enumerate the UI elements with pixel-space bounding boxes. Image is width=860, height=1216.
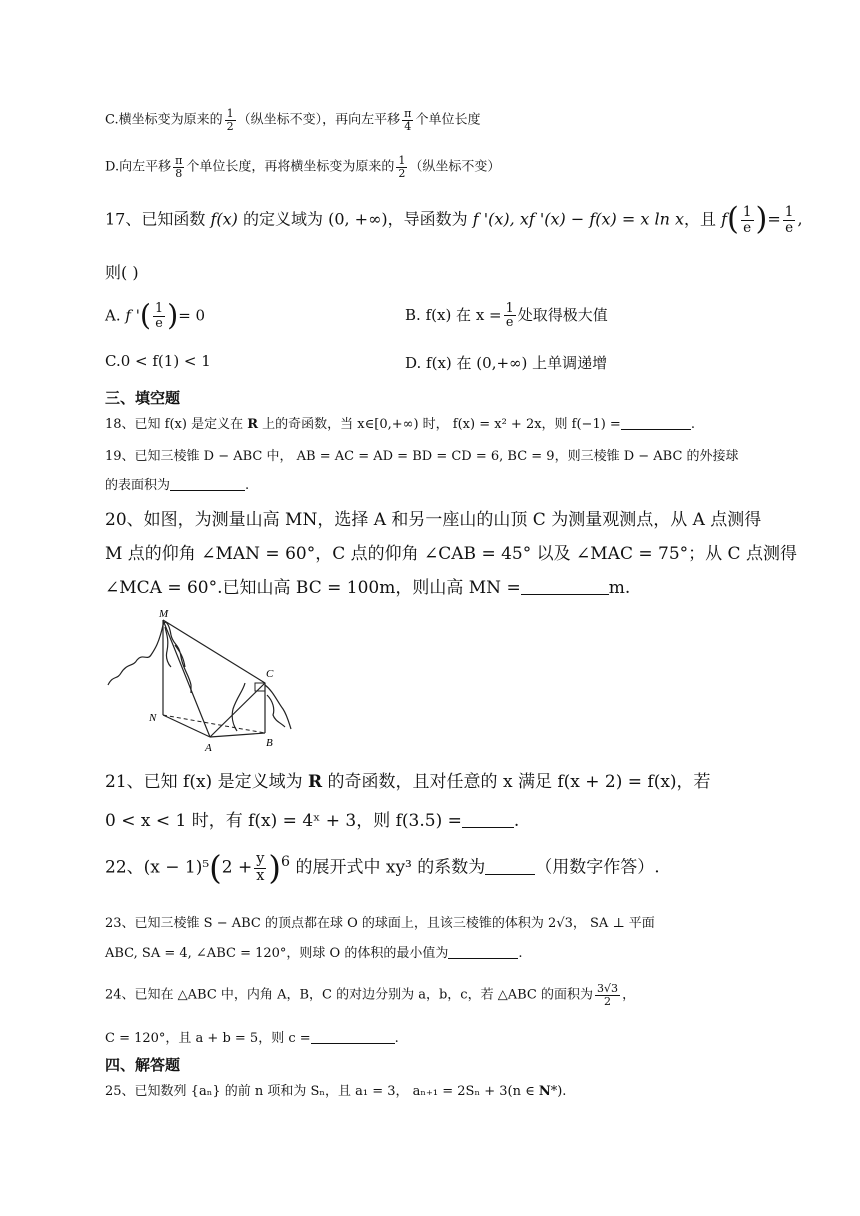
label-c: C (266, 668, 274, 680)
set-r: R (308, 772, 323, 792)
denominator: e (505, 315, 514, 331)
label-a: A (205, 742, 212, 754)
question-22: 22、(x − 1)⁵(2 + $\frac{y}{x}$ )$^6$ 的展开式中 xy³ 的系数为 （用数字作答）. (105, 849, 660, 887)
q21-text: 21、已知 f(x) 是定义域为 (105, 772, 308, 792)
q22-expr: 22、(x − 1)⁵ (105, 857, 210, 878)
question-25 (105, 1080, 566, 1099)
question-23-line2 (105, 942, 522, 961)
question-20-line2: M 点的仰角 ∠MAN = 60°，C 点的仰角 ∠CAB = 45° 以及 ∠MAC = 75°；从 C 点测得 (105, 544, 797, 564)
q22-text: （用数字作答）. (535, 857, 660, 878)
label-n: N (149, 712, 157, 724)
q17-option-c (105, 352, 211, 370)
q17-option-b (405, 302, 608, 330)
fraction (225, 108, 236, 132)
q19-text: 的表面积为 (105, 478, 171, 493)
mountain-figure (105, 605, 305, 755)
numerator: 1 (784, 204, 794, 221)
option-c-prev (105, 108, 480, 132)
equals: = (767, 209, 781, 229)
q24-end: . (394, 1031, 399, 1046)
option-text: 个单位长度 (415, 112, 481, 128)
answer-blank[interactable] (170, 489, 245, 491)
fraction (254, 852, 266, 883)
q24-text: C = 120°，且 a + b = 5，则 c = (105, 1031, 311, 1046)
q25-text: *). (550, 1084, 567, 1099)
option-text: 个单位长度，再将横坐标变为原来的 (186, 159, 395, 175)
q23-text: ABC, SA = 4, ∠ABC = 120°，则球 O 的体积的最小值为 (105, 946, 449, 961)
fraction (396, 155, 407, 179)
option-text: （纵坐标不变），再向左平移 (237, 112, 401, 128)
denominator: e (743, 219, 752, 236)
question-23-line1: 23、已知三棱锥 S − ABC 的顶点都在球 O 的球面上，且该三棱锥的体积为 2√3， SA ⊥ 平面 (105, 916, 655, 931)
section-heading-fill-in: 三、填空题 (105, 389, 181, 407)
q17-then: 则( ) (105, 263, 139, 282)
question-24-line2 (105, 1027, 399, 1046)
q17-text: 的定义域为 (237, 209, 329, 229)
denominator: 4 (404, 119, 412, 133)
section-heading-solve: 四、解答题 (105, 1056, 181, 1074)
q18-end: . (690, 417, 695, 432)
q17-text: ，导函数为 (387, 209, 473, 229)
option-d-prev (105, 155, 500, 179)
option-expr: 0 < f(1) < 1 (120, 352, 211, 370)
option-label: D. (405, 354, 422, 372)
question-24-line1 (105, 983, 635, 1007)
denominator: 2 (398, 166, 406, 180)
option-text: （纵坐标不变） (409, 159, 501, 175)
question-20-line3 (105, 573, 630, 598)
numerator: 1 (154, 301, 164, 317)
answer-blank[interactable] (462, 826, 514, 828)
q17-text: ，且 (684, 209, 722, 229)
q20-text: ∠MCA = 60°.已知山高 BC = 100m，则山高 MN = (105, 578, 521, 598)
q21-end: . (513, 811, 520, 831)
answer-blank[interactable] (485, 873, 535, 875)
q21-text: 0 < x < 1 时，有 f(x) = 4ˣ + 3，则 f(3.5) = (105, 811, 462, 831)
denominator: e (785, 219, 794, 236)
question-21-line2 (105, 806, 519, 831)
q22-expr: 2 + (221, 857, 253, 878)
q17-text: 17、已知函数 (105, 209, 211, 229)
q22-text: 的展开式中 xy³ 的系数为 (290, 857, 486, 878)
answer-blank[interactable] (621, 428, 691, 430)
label-b: B (266, 737, 273, 749)
q17-option-d (405, 352, 607, 373)
option-label: A. (105, 306, 121, 325)
answer-blank[interactable] (448, 957, 518, 959)
q17-fx: f(x) (210, 209, 238, 229)
denominator: e (155, 315, 163, 331)
q17-option-a: A. f '( $\frac{1}{e}$ )= 0 (105, 299, 206, 332)
numerator: 1 (742, 204, 752, 221)
q18-text: 上的奇函数，当 x∈[0,+∞) 时， f(x) = x² + 2x，则 f(−1) = (258, 417, 621, 432)
option-expr: f(x) 在 (0,+∞) 上单调递增 (426, 354, 608, 372)
q17-domain: (0, +∞) (328, 209, 388, 229)
set-r: R (247, 417, 259, 432)
numerator: π (175, 154, 183, 167)
q21-text: 的奇函数，且对任意的 x 满足 f(x + 2) = f(x)，若 (322, 772, 711, 792)
q18-text: 18、已知 f(x) 是定义在 (105, 417, 248, 432)
label-m: M (159, 608, 169, 620)
numerator: y (256, 851, 265, 868)
question-20-line1: 20、如图，为测量山高 MN，选择 A 和另一座山的山顶 C 为测量观测点，从 A 点测得 (105, 510, 762, 530)
q24-text: ， (622, 987, 636, 1003)
question-18 (105, 413, 695, 432)
fraction (153, 302, 165, 330)
q20-end: m. (608, 578, 631, 598)
fraction (595, 983, 620, 1007)
q19-end: . (245, 478, 250, 493)
question-21-line1 (105, 767, 711, 792)
q24-text: 24、已知在 △ABC 中，内角 A，B，C 的对边分别为 a，b，c，若 △ABC 的面积为 (105, 987, 593, 1003)
option-label: C. (105, 352, 121, 370)
question-19-line2 (105, 474, 249, 493)
answer-blank[interactable] (521, 593, 609, 595)
numerator: 1 (505, 301, 514, 316)
numerator: 1 (398, 154, 406, 167)
option-expr: 处取得极大值 (517, 305, 608, 324)
question-17: 17、已知函数 f(x) 的定义域为 (0, +∞)，导函数为 f '(x), xf '(x) − f(x) = x ln x，且 f( $\frac{1}{e}$ )= $\frac{1}{e}$ , (105, 202, 803, 237)
exponent: 6 (281, 854, 291, 870)
fraction (402, 108, 413, 132)
q25-text: 25、已知数列 {aₙ} 的前 n 项和为 Sₙ，且 a₁ = 3， aₙ₊₁ = 2Sₙ + 3(n ∈ (105, 1084, 539, 1099)
denominator: 2 (604, 994, 612, 1008)
set-n: N (538, 1084, 551, 1099)
answer-blank[interactable] (311, 1042, 395, 1044)
option-expr: = 0 (178, 306, 206, 325)
option-expr: f ' (125, 306, 140, 325)
fraction (173, 155, 184, 179)
fraction (504, 302, 516, 330)
q17-derivative: f '(x), xf '(x) − f(x) = x ln x (472, 209, 684, 229)
fraction (783, 205, 796, 235)
fraction (741, 205, 754, 235)
option-expr: f(x) 在 x = (425, 305, 502, 324)
numerator: 3√3 (596, 982, 619, 995)
numerator: π (404, 107, 412, 120)
option-label: B. (405, 305, 421, 324)
denominator: x (256, 867, 265, 884)
denominator: 8 (175, 166, 183, 180)
option-text: C.横坐标变为原来的 (105, 112, 223, 128)
q23-end: . (518, 946, 523, 961)
option-text: D.向左平移 (105, 159, 172, 175)
denominator: 2 (226, 119, 234, 133)
numerator: 1 (226, 107, 234, 120)
question-19-line1: 19、已知三棱锥 D − ABC 中， AB = AC = AD = BD = CD = 6, BC = 9，则三棱锥 D − ABC 的外接球 (105, 449, 739, 464)
